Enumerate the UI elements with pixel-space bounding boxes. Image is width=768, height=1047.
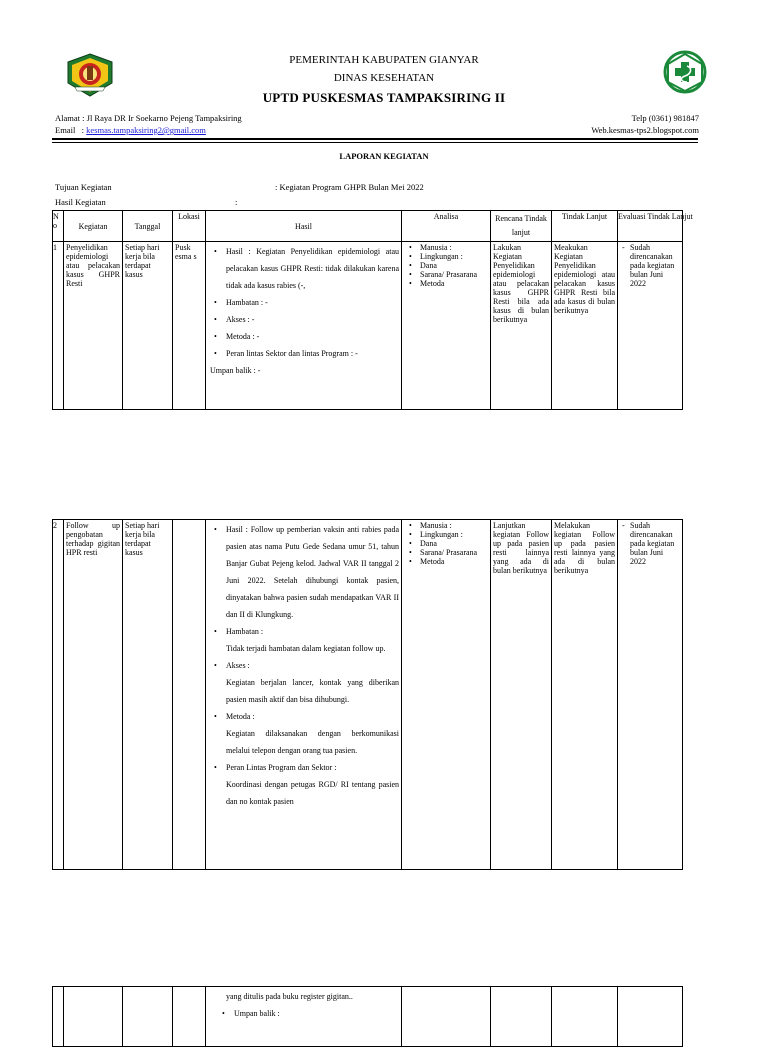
- row2-hasil-item: • Hasil : Follow up pemberian vaksin anti rabies pada pasien atas nama Putu Gede Sedana umur 51, tahun Banjar Gubat Pejeng kelod. Jadwal VAR II tanggal 2 Juni 2022. Setelah dihubungi kontak pasien, dinyatakan bahwa pasien sudah mendapatkan VAR II dan II di Klungkung.: [212, 521, 399, 623]
- email-label: Email :: [55, 125, 87, 135]
- row1-no: 1: [53, 242, 64, 410]
- row2-tindak-lanjut: Melakukan kegiatan Follow up pada pasien resti lainnya yang ada di bulan berikutnya: [552, 520, 618, 870]
- row2-no: 2: [53, 520, 64, 870]
- row1-peran-item: • Peran lintas Sektor dan lintas Program : -: [212, 345, 399, 362]
- row1-analisa-sarana: • Sarana/ Prasarana: [408, 270, 488, 279]
- row1-hambatan-item: • Hambatan : -: [212, 294, 399, 311]
- cont-lokasi: [173, 987, 206, 1047]
- row2-analisa-lingkungan: • Lingkungan :: [408, 530, 488, 539]
- row2-analisa-metoda: • Metoda: [408, 557, 488, 566]
- phone-line: Telp (0361) 981847: [631, 113, 699, 123]
- row1-akses-item: • Akses : -: [212, 311, 399, 328]
- row1-umpan-balik: Umpan balik : -: [210, 366, 261, 375]
- header-uptd-title: UPTD PUSKESMAS TAMPAKSIRING II: [262, 90, 506, 105]
- header-rule-thin: [52, 142, 698, 143]
- table-row: [53, 520, 683, 870]
- email-link[interactable]: kesmas.tampaksiring2@gmail.com: [86, 125, 206, 135]
- header-department-line: DINAS KESEHATAN: [333, 72, 435, 84]
- address-line: Alamat : Jl Raya DR Ir Soekarno Pejeng Tampaksiring: [55, 113, 242, 123]
- row2-metoda-body: Kegiatan dilaksanakan dengan berkomunikasi melalui telepon dengan orang tua pasien.: [226, 729, 399, 755]
- cont-tindak-lanjut: [552, 987, 618, 1047]
- row2-peran-body: Koordinasi dengan petugas RGD/ RI tentang pasien dan no kontak pasien: [226, 780, 399, 806]
- cont-kegiatan: [64, 987, 123, 1047]
- row2-analisa-manusia: • Manusia :: [408, 521, 488, 530]
- row2-evaluasi: [618, 520, 683, 870]
- cont-evaluasi: [618, 987, 683, 1047]
- cont-hasil: [206, 987, 402, 1047]
- row2-peran-item: • Peran Lintas Program dan Sektor :: [212, 759, 399, 776]
- row1-lokasi: Pusk esma s: [173, 242, 206, 410]
- row1-metoda-item: • Metoda : -: [212, 328, 399, 345]
- col-header-no: N o: [53, 211, 64, 242]
- row2-kegiatan: Follow up pengobatan terhadap gigitan HPR resti: [64, 520, 123, 870]
- col-header-kegiatan: Kegiatan: [64, 211, 123, 242]
- row2-evaluasi-text: - Sudah direncanakan pada kegiatan bulan Juni 2022: [620, 521, 680, 566]
- col-header-evaluasi: Evaluasi Tindak Lanjut: [618, 211, 683, 242]
- meta-hasil-label: Hasil Kegiatan: [55, 197, 106, 207]
- row1-evaluasi: [618, 242, 683, 410]
- cont-analisa: [402, 987, 491, 1047]
- table-row: [53, 242, 683, 410]
- row2-analisa: [402, 520, 491, 870]
- row2-hambatan-item: • Hambatan :: [212, 623, 399, 640]
- row1-tindak-lanjut: Meakukan Kegiatan Penyelidikan epidemiologi atau pelacakan kasus GHPR Resti bila ada kasus di bulan berikutnya: [552, 242, 618, 410]
- row2-rencana: Lanjutkan kegiatan Follow up pada pasien resti lainnya yang ada di bulan berikutnya: [491, 520, 552, 870]
- cont-hasil-line1: yang ditulis pada buku register gigitan..: [226, 992, 353, 1001]
- meta-tujuan-label: Tujuan Kegiatan: [55, 182, 112, 192]
- row1-tanggal: Setiap hari kerja bila terdapat kasus: [123, 242, 173, 410]
- report-table-continuation: [52, 986, 683, 1047]
- row1-rencana: Lakukan Kegiatan Penyelidikan epidemiologi atau pelacakan kasus GHPR Resti bila ada kasus di bulan berikutnya: [491, 242, 552, 410]
- row2-analisa-dana: • Dana: [408, 539, 488, 548]
- col-header-tindak-lanjut: Tindak Lanjut: [552, 211, 618, 242]
- header-rule-thick: [52, 138, 698, 140]
- row2-akses-body: Kegiatan berjalan lancer, kontak yang diberikan pasien masih aktif dan bisa dihubungi.: [226, 678, 399, 704]
- col-header-rencana: Rencana Tindak lanjut: [491, 211, 552, 242]
- contact-block: [591, 112, 699, 136]
- row1-analisa-metoda: • Metoda: [408, 279, 488, 288]
- col-header-analisa: Analisa: [402, 211, 491, 242]
- row2-analisa-sarana: • Sarana/ Prasarana: [408, 548, 488, 557]
- row2-metoda-item: • Metoda :: [212, 708, 399, 725]
- row1-analisa: [402, 242, 491, 410]
- col-header-hasil: Hasil: [206, 211, 402, 242]
- report-title: LAPORAN KEGIATAN: [339, 151, 429, 161]
- header-government-line: PEMERINTAH KABUPATEN GIANYAR: [289, 54, 479, 66]
- row1-analisa-lingkungan: • Lingkungan :: [408, 252, 488, 261]
- table-header-row: [53, 211, 683, 242]
- row1-analisa-dana: • Dana: [408, 261, 488, 270]
- row2-lokasi: [173, 520, 206, 870]
- row1-hasil-item: • Hasil : Kegiatan Penyelidikan epidemiologi atau pelacakan kasus GHPR Resti: tidak dilakukan karena tidak ada kasus rabies (-,: [212, 243, 399, 294]
- address-block: [55, 112, 242, 136]
- cont-no: [53, 987, 64, 1047]
- row1-hasil: [206, 242, 402, 410]
- web-line: Web.kesmas-tps2.blogspot.com: [591, 125, 699, 135]
- col-header-lokasi: Lokasi: [173, 211, 206, 242]
- meta-hasil-value: :: [235, 197, 238, 207]
- row1-kegiatan: Penyelidikan epidemiologi atau pelacakan kasus GHPR Resti: [64, 242, 123, 410]
- row2-hambatan-body: Tidak terjadi hambatan dalam kegiatan follow up.: [226, 644, 386, 653]
- cont-rencana: [491, 987, 552, 1047]
- cont-tanggal: [123, 987, 173, 1047]
- row2-hasil: [206, 520, 402, 870]
- report-table-part2: [52, 519, 683, 870]
- email-line: [55, 124, 242, 136]
- table-row: [53, 987, 683, 1047]
- row1-analisa-manusia: • Manusia :: [408, 243, 488, 252]
- meta-tujuan-value: : Kegiatan Program GHPR Bulan Mei 2022: [275, 182, 424, 192]
- cont-umpan-balik: • Umpan balik :: [220, 1005, 399, 1022]
- row2-akses-item: • Akses :: [212, 657, 399, 674]
- row1-evaluasi-text: - Sudah direncanakan pada kegiatan bulan Juni 2022: [620, 243, 680, 288]
- report-table-part1: [52, 210, 693, 410]
- row2-tanggal: Setiap hari kerja bila terdapat kasus: [123, 520, 173, 870]
- col-header-tanggal: Tanggal: [123, 211, 173, 242]
